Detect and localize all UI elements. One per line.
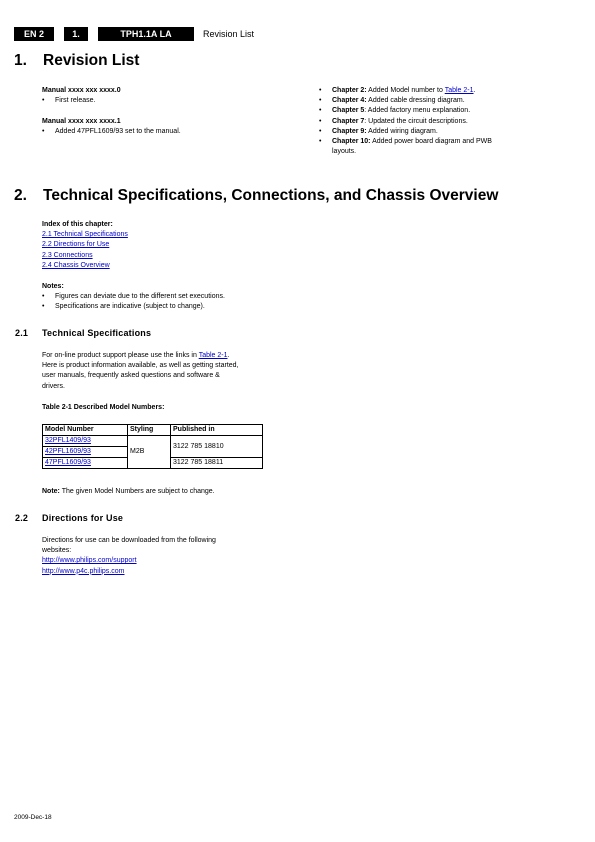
subsection-2-2-title: Directions for Use <box>42 513 124 523</box>
note-label: Note: <box>42 488 60 495</box>
styling-cell: M2B <box>128 436 171 469</box>
section-2-number: 2. <box>14 187 27 204</box>
list-item <box>319 106 559 116</box>
published-cell: 3122 785 18810 <box>171 436 263 458</box>
model-note <box>42 487 215 497</box>
subsection-2-2-heading <box>15 513 124 523</box>
section-1-title: Revision List <box>43 52 140 69</box>
subsection-2-1-heading <box>15 328 152 338</box>
table-2-1-link[interactable]: Table 2-1 <box>444 87 474 94</box>
chapter-text: Added cable dressing diagram. <box>366 97 465 105</box>
philips-support-link[interactable]: http://www.philips.com/support <box>42 557 137 565</box>
chapter-text: Added wiring diagram. <box>366 127 438 135</box>
manual1-list <box>42 127 181 137</box>
header-lang-tag: EN 2 <box>14 27 54 41</box>
table-row <box>43 436 263 447</box>
section-2-heading <box>14 187 498 205</box>
chapter-label: Chapter 10: <box>332 138 371 146</box>
note-text: The given Model Numbers are subject to change. <box>59 488 215 495</box>
header-title: Revision List <box>203 29 255 39</box>
list-item <box>319 127 559 137</box>
column-header: Styling <box>128 425 171 436</box>
para-line: drivers. <box>42 382 65 390</box>
list-item <box>319 117 559 127</box>
list-item <box>319 137 559 157</box>
chapter-text: : Updated the circuit descriptions. <box>364 117 468 125</box>
chapter-text: Added power board diagram and PWB <box>370 138 492 146</box>
manual1-title: Manual xxxx xxx xxxx.1 <box>42 118 121 125</box>
section-2-title: Technical Specifications, Connections, and Chassis Overview <box>43 187 499 204</box>
table-header-row <box>43 425 263 436</box>
notes-title: Notes: <box>42 283 64 290</box>
list-item <box>319 96 559 106</box>
list-item: • Added 47PFL1609/93 set to the manual. <box>42 127 181 137</box>
subsection-2-1-title: Technical Specifications <box>42 328 152 338</box>
column-header: Model Number <box>43 425 128 436</box>
list-item: • First release. <box>42 96 95 106</box>
p4c-philips-link[interactable]: http://www.p4c.philips.com <box>42 567 125 575</box>
chapter-index <box>42 220 128 271</box>
chapter-label: Chapter 2: <box>332 87 367 94</box>
header-chapter-tag: 1. <box>64 27 88 41</box>
index-link-chassis-overview[interactable]: 2.4 Chassis Overview <box>42 261 110 269</box>
section-1-number: 1. <box>14 52 27 69</box>
chapter-continuation: layouts. <box>332 148 357 156</box>
section-1-heading <box>14 52 139 70</box>
list-item: • Figures can deviate due to the different set executions. <box>42 292 312 302</box>
para-text: . <box>227 352 230 359</box>
para-line: websites: <box>42 547 72 555</box>
para-line: Directions for use can be downloaded from the following <box>42 537 216 544</box>
para-line: Here is product information available, as well as getting started, <box>42 362 239 370</box>
manual0-list <box>42 96 95 106</box>
chapter-label: Chapter 4: <box>332 97 367 105</box>
chapter-changes-list <box>319 86 559 157</box>
chapter-text: Added Model number to <box>366 87 445 94</box>
chapter-text: : Added factory menu explanation. <box>364 107 471 115</box>
model-link[interactable]: 42PFL1609/93 <box>43 447 128 458</box>
list-item: • Specifications are indicative (subject to change). <box>42 302 312 312</box>
manual0-title: Manual xxxx xxx xxxx.0 <box>42 87 121 94</box>
para-line: user manuals, frequently asked questions and software & <box>42 372 220 380</box>
directions-paragraph <box>42 536 302 577</box>
model-link[interactable]: 32PFL1409/93 <box>43 436 128 447</box>
subsection-2-1-number: 2.1 <box>15 328 29 338</box>
table-title: Table 2-1 Described Model Numbers: <box>42 404 165 411</box>
index-link-technical-specifications[interactable]: 2.1 Technical Specifications <box>42 231 128 239</box>
published-cell: 3122 785 18811 <box>171 458 263 469</box>
chapter-label: Chapter 5 <box>332 107 365 115</box>
chapter-tail: . <box>473 87 476 94</box>
chapter-label: Chapter 7 <box>332 117 365 125</box>
model-numbers-table <box>42 424 263 469</box>
index-title: Index of this chapter: <box>42 221 113 228</box>
index-link-connections[interactable]: 2.3 Connections <box>42 251 93 259</box>
column-header: Published in <box>171 425 263 436</box>
online-support-paragraph <box>42 351 302 392</box>
index-link-directions-for-use[interactable]: 2.2 Directions for Use <box>42 241 110 249</box>
chapter-label: Chapter 9: <box>332 127 367 135</box>
subsection-2-2-number: 2.2 <box>15 513 29 523</box>
model-link[interactable]: 47PFL1609/93 <box>43 458 128 469</box>
table-2-1-link[interactable]: Table 2-1 <box>198 352 228 359</box>
notes-list <box>42 292 312 312</box>
footer-date: 2009-Dec-18 <box>14 814 52 821</box>
header-model-tag: TPH1.1A LA <box>98 27 194 41</box>
list-item <box>319 86 559 96</box>
para-text: For on-line product support please use the links in <box>42 352 199 359</box>
